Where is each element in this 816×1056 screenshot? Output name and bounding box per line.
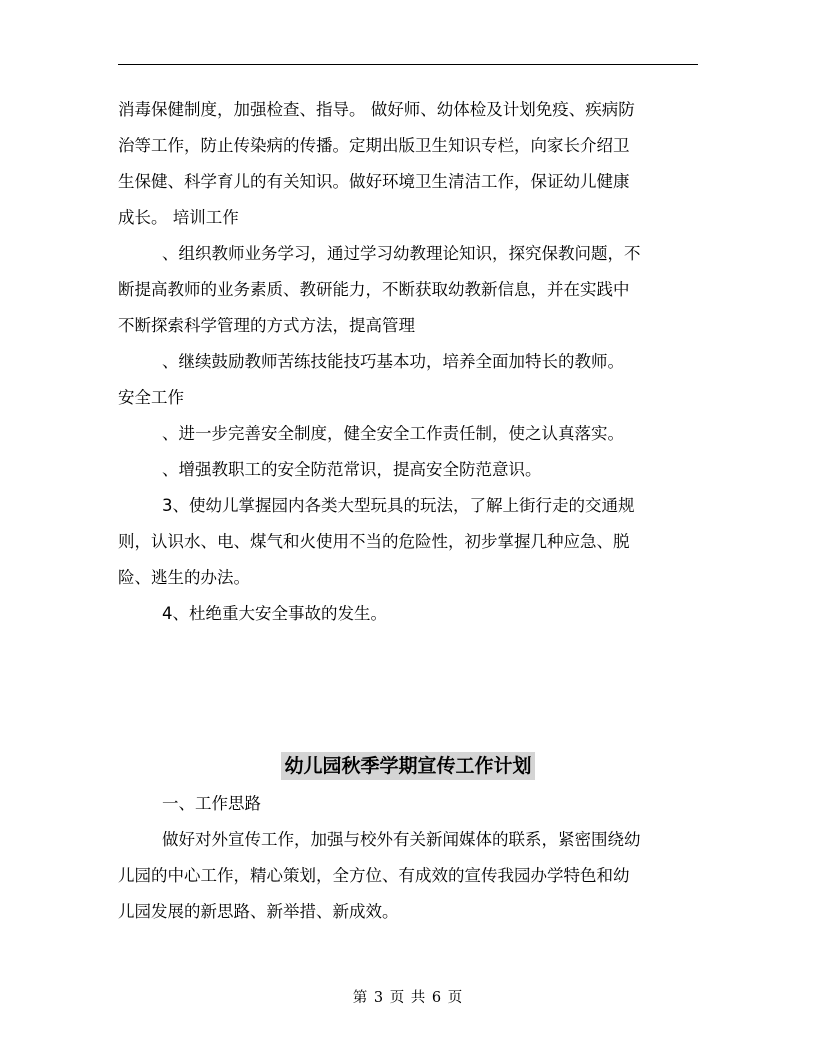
body-line: 治等工作，防止传染病的传播。定期出版卫生知识专栏，向家长介绍卫 bbox=[118, 136, 630, 155]
page-footer: 第 3 页 共 6 页 bbox=[352, 990, 464, 1006]
body-line: 则，认识水、电、煤气和火使用不当的危险性，初步掌握几种应急、脱 bbox=[118, 532, 630, 551]
body-line: 险、逃生的办法。 bbox=[118, 568, 250, 587]
body-line: 4、杜绝重大安全事故的发生。 bbox=[162, 604, 387, 623]
body-line: 成长。 培训工作 bbox=[118, 208, 239, 227]
body-line: 、继续鼓励教师苦练技能技巧基本功，培养全面加特长的教师。 bbox=[162, 352, 624, 371]
body-line: 、增强教职工的安全防范常识，提高安全防范意识。 bbox=[162, 460, 542, 479]
body-text bbox=[118, 92, 700, 632]
section-line: 一、工作思路 bbox=[162, 794, 261, 813]
section-line: 儿园发展的新思路、新举措、新成效。 bbox=[118, 902, 399, 921]
header-rule bbox=[118, 64, 698, 65]
body-line: 消毒保健制度，加强检查、指导。 做好师、幼体检及计划免疫、疾病防 bbox=[118, 100, 635, 119]
section-line: 儿园的中心工作，精心策划，全方位、有成效的宣传我园办学特色和幼 bbox=[118, 866, 630, 885]
section-title: 幼儿园秋季学期宣传工作计划 bbox=[281, 752, 534, 780]
body-line: 3、使幼儿掌握园内各类大型玩具的玩法，了解上街行走的交通规 bbox=[162, 496, 635, 515]
section-line: 做好对外宣传工作，加强与校外有关新闻媒体的联系，紧密围绕幼 bbox=[162, 830, 641, 849]
section-body bbox=[118, 786, 700, 930]
body-line: 、进一步完善安全制度，健全安全工作责任制，使之认真落实。 bbox=[162, 424, 624, 443]
body-line: 安全工作 bbox=[118, 388, 184, 407]
body-line: 不断探索科学管理的方式方法，提高管理 bbox=[118, 316, 415, 335]
body-line: 生保健、科学育儿的有关知识。做好环境卫生清洁工作，保证幼儿健康 bbox=[118, 172, 630, 191]
body-line: 断提高教师的业务素质、教研能力，不断获取幼教新信息，并在实践中 bbox=[118, 280, 630, 299]
body-line: 、组织教师业务学习，通过学习幼教理论知识，探究保教问题，不 bbox=[162, 244, 641, 263]
section-title-wrap bbox=[0, 752, 816, 780]
